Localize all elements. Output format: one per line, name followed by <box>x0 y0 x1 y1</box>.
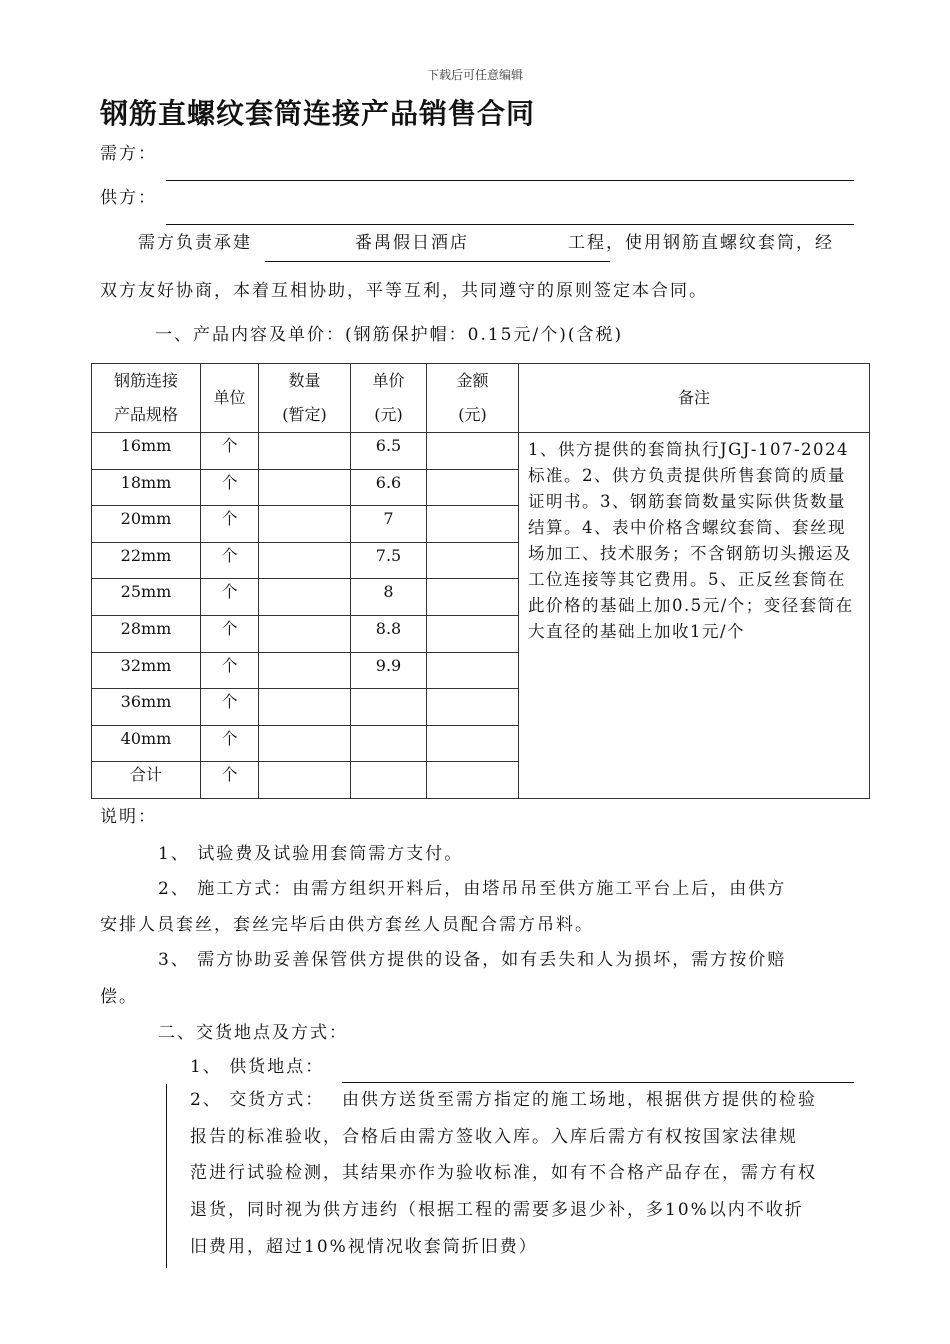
note-item-2-cont: 安排人员套丝，套丝完毕后由供方套丝人员配合需方吊料。 <box>100 915 594 935</box>
cell-price <box>351 689 427 726</box>
cell-qty <box>259 579 351 616</box>
delivery-method-overline <box>342 1082 854 1083</box>
note-item-1: 1、 试验费及试验用套筒需方支付。 <box>158 844 464 864</box>
project-underline <box>265 261 610 262</box>
cell-spec: 36mm <box>92 689 201 726</box>
note-item-3: 3、 需方协助妥善保管供方提供的设备，如有丢失和人为损坏，需方按价赔 <box>158 950 787 970</box>
cell-qty <box>259 615 351 652</box>
cell-price <box>351 762 427 799</box>
table-row <box>92 433 870 470</box>
intro-line2: 双方友好协商，本着互相协助，平等互利，共同遵守的原则签定本合同。 <box>100 281 708 301</box>
delivery-method-line3: 范进行试验检测，其结果亦作为验收标准，如有不合格产品存在，需方有权 <box>190 1163 817 1183</box>
supplier-label: 供方： <box>100 188 157 208</box>
table-header-row <box>92 364 870 433</box>
delivery-method-line4: 退货，同时视为供方违约（根据工程的需要多退少补，多10%以内不收折 <box>190 1200 804 1220</box>
cell-unit: 个 <box>201 615 259 652</box>
cell-unit: 个 <box>201 725 259 762</box>
cell-price: 9.9 <box>351 652 427 689</box>
cell-amount <box>427 579 519 616</box>
cell-unit: 个 <box>201 469 259 506</box>
cell-spec: 20mm <box>92 506 201 543</box>
header-qty: 数量 (暂定) <box>259 364 351 433</box>
cell-qty <box>259 725 351 762</box>
cell-unit: 个 <box>201 579 259 616</box>
cell-price <box>351 725 427 762</box>
header-price: 单价 (元) <box>351 364 427 433</box>
cell-amount <box>427 433 519 470</box>
contract-title: 钢筋直螺纹套筒连接产品销售合同 <box>100 97 536 130</box>
note-item-3-cont: 偿。 <box>100 987 138 1007</box>
cell-amount <box>427 542 519 579</box>
cell-spec: 25mm <box>92 579 201 616</box>
cell-amount <box>427 506 519 543</box>
cell-amount <box>427 615 519 652</box>
intro-project: 番禺假日酒店 <box>355 233 469 253</box>
cell-spec: 18mm <box>92 469 201 506</box>
supplier-underline <box>166 224 854 225</box>
cell-spec: 16mm <box>92 433 201 470</box>
cell-amount <box>427 689 519 726</box>
delivery-method-label: 2、 交货方式： <box>190 1090 325 1110</box>
cell-amount <box>427 652 519 689</box>
cell-amount <box>427 762 519 799</box>
cell-qty <box>259 469 351 506</box>
cell-price: 6.5 <box>351 433 427 470</box>
header-spec: 钢筋连接 产品规格 <box>92 364 201 433</box>
notes-label: 说明： <box>100 807 157 827</box>
section1-heading: 一、产品内容及单价：(钢筋保护帽：0.15元/个)(含税) <box>155 325 624 345</box>
intro-part1: 需方负责承建 <box>138 233 252 253</box>
cell-price: 7.5 <box>351 542 427 579</box>
cell-price: 8.8 <box>351 615 427 652</box>
cell-qty <box>259 433 351 470</box>
cell-unit: 个 <box>201 506 259 543</box>
header-unit: 单位 <box>201 364 259 433</box>
buyer-label: 需方： <box>100 144 157 164</box>
cell-spec: 28mm <box>92 615 201 652</box>
cell-price: 6.6 <box>351 469 427 506</box>
margin-line <box>166 1084 167 1268</box>
cell-unit: 个 <box>201 433 259 470</box>
section2-heading: 二、交货地点及方式： <box>158 1023 348 1043</box>
delivery-method-line2: 报告的标准验收，合格后由需方签收入库。入库后需方有权按国家法律规 <box>190 1127 798 1147</box>
cell-qty <box>259 542 351 579</box>
delivery-method-line5: 旧费用，超过10%视情况收套筒折旧费） <box>190 1237 538 1257</box>
cell-qty <box>259 652 351 689</box>
header-remarks: 备注 <box>519 364 870 433</box>
cell-price: 8 <box>351 579 427 616</box>
header-note: 下载后可任意编辑 <box>426 68 523 82</box>
cell-amount <box>427 725 519 762</box>
buyer-underline <box>166 180 854 181</box>
cell-spec: 32mm <box>92 652 201 689</box>
cell-price: 7 <box>351 506 427 543</box>
cell-unit: 个 <box>201 652 259 689</box>
cell-qty <box>259 689 351 726</box>
delivery-location: 1、 供货地点： <box>190 1057 325 1077</box>
cell-qty <box>259 506 351 543</box>
intro-part2: 工程，使用钢筋直螺纹套筒，经 <box>568 233 834 253</box>
cell-unit: 个 <box>201 542 259 579</box>
delivery-method-line1: 由供方送货至需方指定的施工场地，根据供方提供的检验 <box>342 1090 817 1110</box>
cell-qty <box>259 762 351 799</box>
cell-unit: 个 <box>201 762 259 799</box>
remarks-cell: 1、供方提供的套筒执行JGJ-107-2024标准。2、供方负责提供所售套筒的质量证明书。3、钢筋套筒数量实际供货数量结算。4、表中价格含螺纹套筒、套丝现场加工、技术服务；不含钢筋切头搬运及工位连接等其它费用。5、正反丝套筒在此价格的基础上加0.5元/个；变径套筒在大直径的基础上加收1元/个 <box>519 433 870 799</box>
cell-amount <box>427 469 519 506</box>
cell-unit: 个 <box>201 689 259 726</box>
product-price-table <box>91 363 870 799</box>
cell-spec: 22mm <box>92 542 201 579</box>
note-item-2: 2、 施工方式：由需方组织开料后，由塔吊吊至供方施工平台上后，由供方 <box>158 879 787 899</box>
cell-spec: 合计 <box>92 762 201 799</box>
cell-spec: 40mm <box>92 725 201 762</box>
header-amount: 金额 (元) <box>427 364 519 433</box>
